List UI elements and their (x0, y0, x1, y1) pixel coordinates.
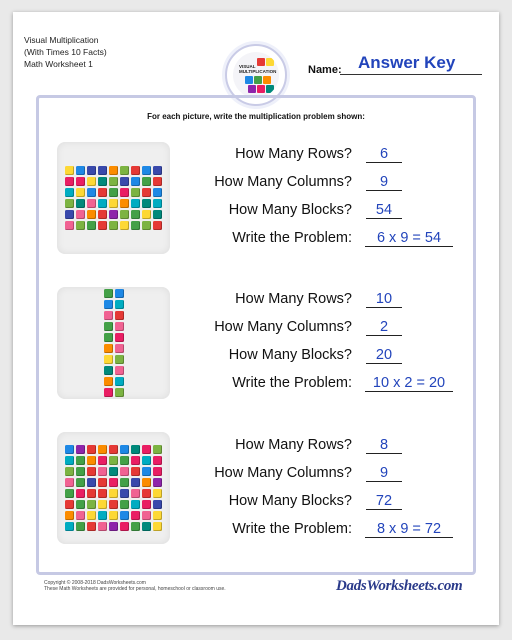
logo-cube (263, 76, 271, 84)
usage-notice: These Math Worksheets are provided for personal, homeschool or classroom use. (44, 586, 226, 592)
cube-block (98, 456, 107, 465)
blocks-answer: 54 (366, 202, 402, 219)
rows-label: How Many Rows? (235, 437, 352, 453)
cube-block (76, 221, 85, 230)
logo-inner (233, 52, 279, 98)
logo-cube (257, 85, 265, 93)
columns-answer: 9 (366, 174, 402, 191)
cube-block (115, 366, 124, 375)
rows-label: How Many Rows? (235, 291, 352, 307)
cube-block (65, 511, 74, 520)
problem-label: Write the Problem: (232, 375, 352, 391)
logo-text-line-2: MULTIPLICATION (239, 69, 277, 74)
columns-label: How Many Columns? (214, 465, 352, 481)
title-line-3: Math Worksheet 1 (24, 59, 93, 69)
blocks-label: How Many Blocks? (228, 202, 352, 218)
copyright-text: Copyright © 2008-2018 DadsWorksheets.com (44, 580, 146, 586)
worksheet-title (24, 34, 107, 70)
cube-block (104, 366, 113, 375)
rows-label: How Many Rows? (235, 146, 352, 162)
cube-block (153, 456, 162, 465)
columns-answer: 2 (366, 319, 402, 336)
problem-answer: 8 x 9 = 72 (365, 521, 453, 538)
dadsworksheets-logo: DadsWorksheets.com (336, 578, 463, 594)
logo-cube (245, 76, 253, 84)
rows-answer: 10 (366, 291, 402, 308)
columns-answer: 9 (366, 465, 402, 482)
blocks-label: How Many Blocks? (228, 347, 352, 363)
title-line-1: Visual Multiplication (24, 35, 99, 45)
answer-key-heading: Answer Key (358, 53, 456, 72)
problem-answer: 10 x 2 = 20 (365, 375, 453, 392)
cube-block (142, 221, 151, 230)
name-label: Name: (308, 64, 342, 76)
cube-block (120, 221, 129, 230)
logo-cube (266, 58, 274, 66)
logo-cube (254, 76, 262, 84)
cube-block (65, 456, 74, 465)
name-line (340, 74, 482, 75)
blocks-label: How Many Blocks? (228, 493, 352, 509)
cube-block (131, 221, 140, 230)
logo-text-line-1: VISUAL (239, 64, 256, 69)
rows-answer: 8 (366, 437, 402, 454)
cube-block (153, 511, 162, 520)
cube-block (131, 456, 140, 465)
cube-block (109, 456, 118, 465)
cube-block (131, 511, 140, 520)
cube-block (87, 456, 96, 465)
cube-block (109, 511, 118, 520)
instructions: For each picture, write the multiplication problem shown: (147, 112, 365, 121)
rows-answer: 6 (366, 146, 402, 163)
cube-block (153, 221, 162, 230)
cube-block (142, 456, 151, 465)
columns-label: How Many Columns? (214, 174, 352, 190)
title-line-2: (With Times 10 Facts) (24, 47, 107, 57)
blocks-answer: 20 (366, 347, 402, 364)
cube-block (87, 221, 96, 230)
cube-block (120, 456, 129, 465)
cube-grid (65, 445, 162, 531)
cube-block (76, 511, 85, 520)
logo-cube (248, 85, 256, 93)
problem-answer: 6 x 9 = 54 (365, 230, 453, 247)
footer-copyright (44, 580, 226, 592)
cube-block (98, 221, 107, 230)
cube-block (120, 511, 129, 520)
problem-label: Write the Problem: (232, 521, 352, 537)
cube-block (65, 221, 74, 230)
cube-block (109, 221, 118, 230)
columns-label: How Many Columns? (214, 319, 352, 335)
logo-cube (257, 58, 265, 66)
cube-block (76, 456, 85, 465)
cube-block (87, 511, 96, 520)
blocks-answer: 72 (366, 493, 402, 510)
cube-block (98, 511, 107, 520)
problem-label: Write the Problem: (232, 230, 352, 246)
cube-block (142, 511, 151, 520)
logo-cube (266, 85, 274, 93)
